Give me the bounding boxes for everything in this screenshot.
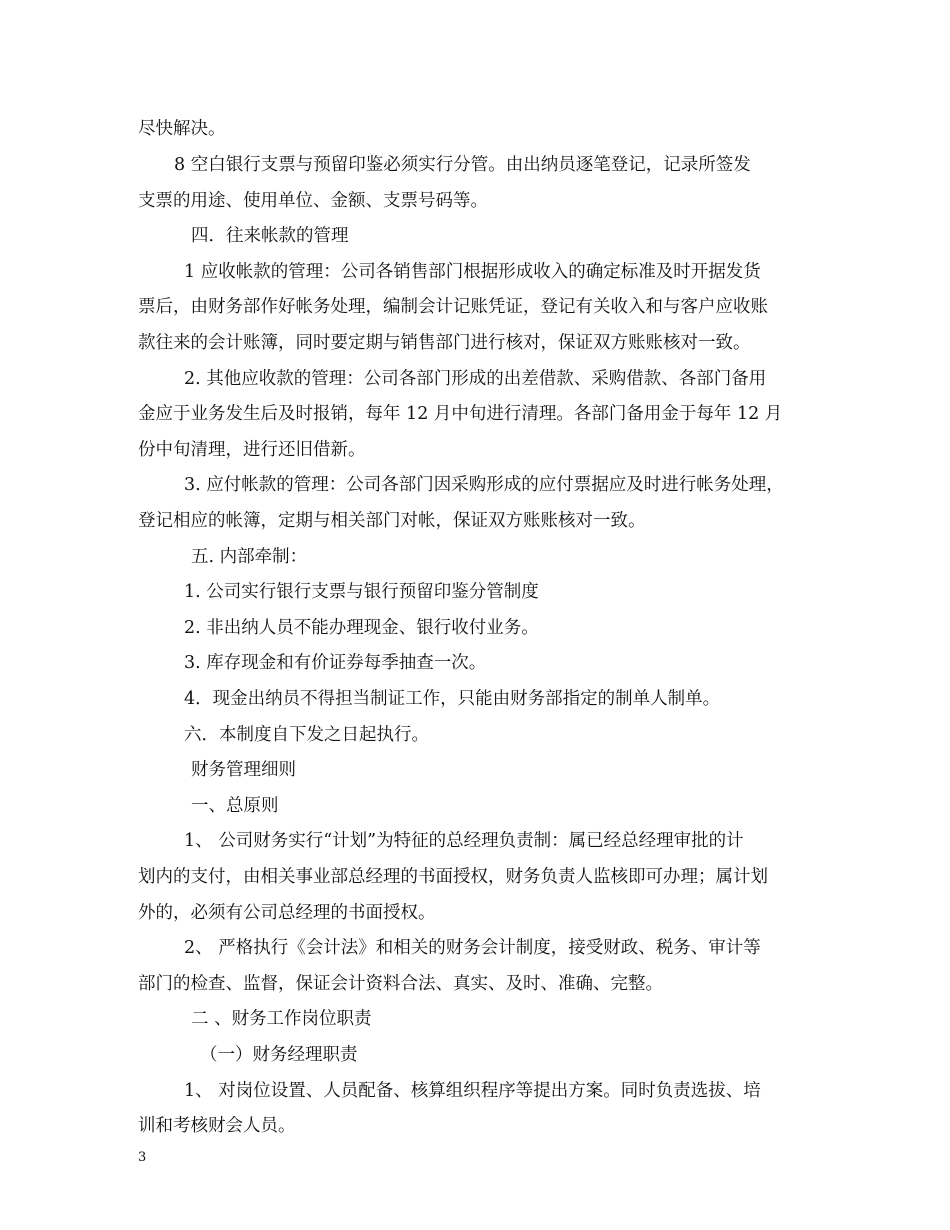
- text-line: 尽快解决。: [138, 119, 226, 139]
- text-line: 训和考核财会人员。: [138, 1116, 296, 1136]
- text-line: 份中旬清理，进行还旧借新。: [138, 440, 366, 460]
- text-line: 1、 公司财务实行“计划”为特征的总经理负责制：属已经总经理审批的计: [184, 831, 744, 851]
- section-heading: 一、总原则: [191, 796, 279, 816]
- text-line: 8 空白银行支票与预留印鉴必须实行分管。由出纳员逐笔登记，记录所签发: [174, 155, 751, 175]
- text-line: 划内的支付，由相关事业部总经理的书面授权，财务负责人监核即可办理；属计划: [138, 867, 768, 887]
- section-title: 财务管理细则: [191, 760, 296, 780]
- section-heading: 五. 内部牵制：: [191, 547, 308, 567]
- text-line: 1 应收帐款的管理：公司各销售部门根据形成收入的确定标准及时开据发货: [184, 262, 761, 282]
- text-line: 3. 应付帐款的管理：公司各部门因采购形成的应付票据应及时进行帐务处理，: [184, 475, 784, 495]
- subsection-heading: （一）财务经理职责: [200, 1045, 358, 1065]
- text-line: 3. 库存现金和有价证券每季抽查一次。: [184, 653, 487, 673]
- section-heading: 二 、财务工作岗位职责: [191, 1009, 372, 1029]
- text-line: 票后，由财务部作好帐务处理，编制会计记账凭证，登记有关收入和与客户应收账: [138, 297, 768, 317]
- text-line: 金应于业务发生后及时报销，每年 12 月中旬进行清理。各部门备用金于每年 12 月: [138, 404, 783, 424]
- text-line: 1. 公司实行银行支票与银行预留印鉴分管制度: [184, 582, 539, 602]
- text-line: 2、 严格执行《会计法》和相关的财务会计制度，接受财政、税务、审计等: [184, 938, 761, 958]
- text-line: 4．现金出纳员不得担当制证工作，只能由财务部指定的制单人制单。: [184, 689, 721, 709]
- text-line: 六．本制度自下发之日起执行。: [184, 725, 429, 745]
- text-line: 外的，必须有公司总经理的书面授权。: [138, 903, 436, 923]
- page-number: 3: [138, 1150, 147, 1165]
- text-line: 款往来的会计账簿，同时要定期与销售部门进行核对，保证双方账账核对一致。: [138, 333, 751, 353]
- text-line: 1、 对岗位设置、人员配备、核算组织程序等提出方案。同时负责选拔、培: [184, 1081, 761, 1101]
- text-line: 支票的用途、使用单位、金额、支票号码等。: [138, 191, 488, 211]
- section-heading: 四．往来帐款的管理: [191, 226, 349, 246]
- text-line: 部门的检查、监督，保证会计资料合法、真实、及时、准确、完整。: [138, 974, 663, 994]
- text-line: 2. 其他应收款的管理：公司各部门形成的出差借款、采购借款、各部门备用: [184, 369, 767, 389]
- text-line: 登记相应的帐簿，定期与相关部门对帐，保证双方账账核对一致。: [138, 511, 646, 531]
- text-line: 2. 非出纳人员不能办理现金、银行收付业务。: [184, 618, 539, 638]
